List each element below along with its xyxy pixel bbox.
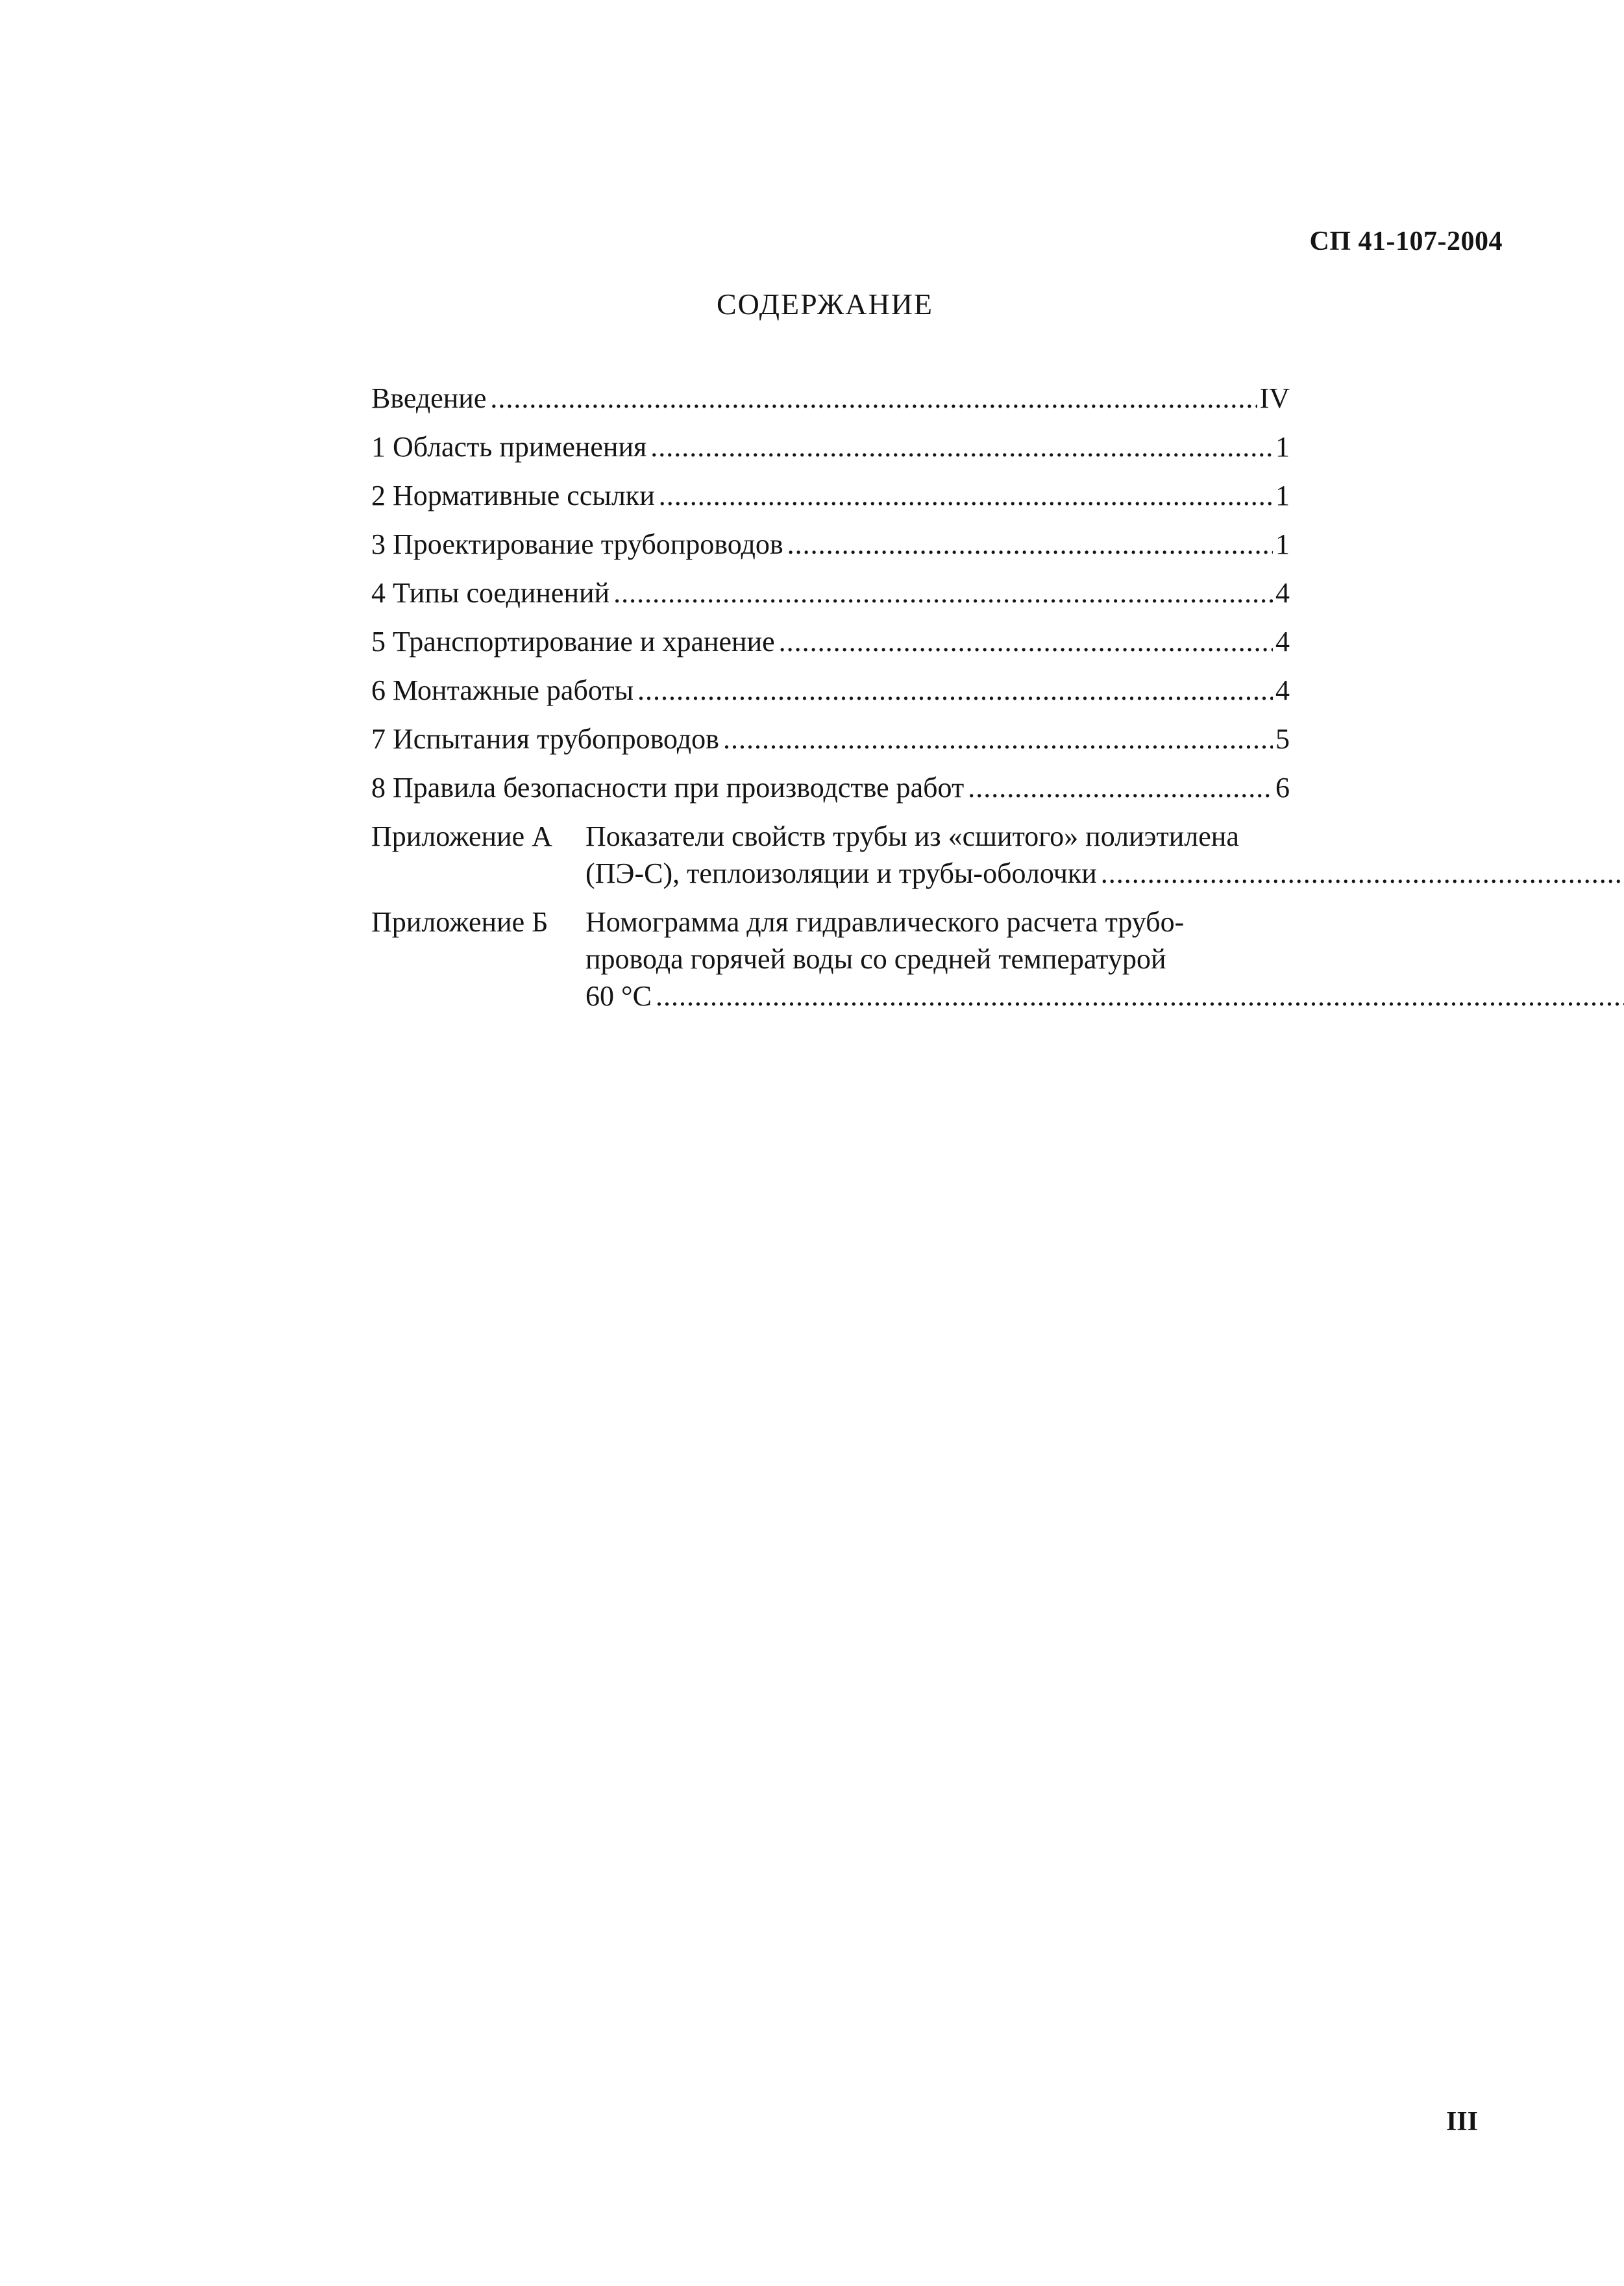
toc-entry-7[interactable] — [371, 720, 1290, 757]
toc-entry-2[interactable] — [371, 477, 1290, 514]
dot-leader — [656, 977, 1624, 1014]
toc-entry-page: 4 — [1275, 626, 1290, 658]
dot-leader — [659, 477, 1273, 514]
dot-leader — [787, 526, 1273, 563]
annex-title-last-line — [585, 977, 1624, 1014]
toc-entry-page: 4 — [1275, 674, 1290, 706]
table-of-contents — [371, 380, 1290, 1026]
toc-entry-label: 7 Испытания трубопроводов — [371, 723, 719, 755]
annex-title-last-line — [585, 855, 1624, 892]
dot-leader — [1101, 855, 1624, 892]
toc-entry-label: 4 Типы соединений — [371, 577, 610, 609]
toc-entry-label: 2 Нормативные ссылки — [371, 480, 655, 511]
dot-leader — [779, 623, 1273, 660]
toc-entry-1[interactable] — [371, 428, 1290, 465]
toc-entry-label: 5 Транспортирование и хранение — [371, 626, 775, 658]
toc-entry-label: Введение — [371, 382, 487, 414]
toc-entry-label: 3 Проектирование трубопроводов — [371, 528, 783, 560]
dot-leader — [723, 720, 1273, 757]
toc-entry-8[interactable] — [371, 769, 1290, 806]
annex-title-line: Показатели свойств трубы из «сшитого» полиэтилена — [585, 820, 1239, 852]
dot-leader — [650, 428, 1273, 465]
toc-entry-page: 1 — [1275, 528, 1290, 560]
toc-entry-label: 1 Область применения — [371, 431, 647, 463]
toc-entry-page: 1 — [1275, 431, 1290, 463]
toc-entry-introduction[interactable] — [371, 380, 1290, 417]
annex-label: Приложение Б — [371, 906, 548, 938]
toc-entry-label: 6 Монтажные работы — [371, 674, 634, 706]
toc-entry-annex-b[interactable] — [371, 903, 1290, 1014]
toc-entry-label: 8 Правила безопасности при производстве работ — [371, 772, 965, 804]
toc-entry-3[interactable] — [371, 526, 1290, 563]
page-title: СОДЕРЖАНИЕ — [716, 288, 934, 321]
toc-entry-page: IV — [1259, 382, 1290, 414]
annex-title-line: 60 °С — [585, 980, 652, 1012]
document-code: СП 41-107-2004 — [1309, 227, 1503, 256]
annex-title — [585, 818, 1624, 892]
annex-title-line: (ПЭ-С), теплоизоляции и трубы-оболочки — [585, 857, 1097, 889]
toc-entry-page: 1 — [1275, 480, 1290, 511]
toc-entry-4[interactable] — [371, 574, 1290, 611]
toc-entry-page: 6 — [1275, 772, 1290, 804]
dot-leader — [490, 380, 1257, 417]
dot-leader — [637, 672, 1273, 709]
annex-title — [585, 903, 1624, 1014]
annex-label: Приложение А — [371, 820, 552, 852]
annex-title-line: Номограмма для гидравлического расчета трубо- — [585, 906, 1185, 938]
dot-leader — [613, 574, 1273, 611]
toc-entry-6[interactable] — [371, 672, 1290, 709]
toc-entry-page: 4 — [1275, 577, 1290, 609]
toc-entry-5[interactable] — [371, 623, 1290, 660]
toc-entry-page: 5 — [1275, 723, 1290, 755]
dot-leader — [968, 769, 1273, 806]
toc-entry-annex-a[interactable] — [371, 818, 1290, 892]
page-number: III — [1446, 2107, 1478, 2137]
annex-title-line: провода горячей воды со средней температурой — [585, 943, 1166, 975]
